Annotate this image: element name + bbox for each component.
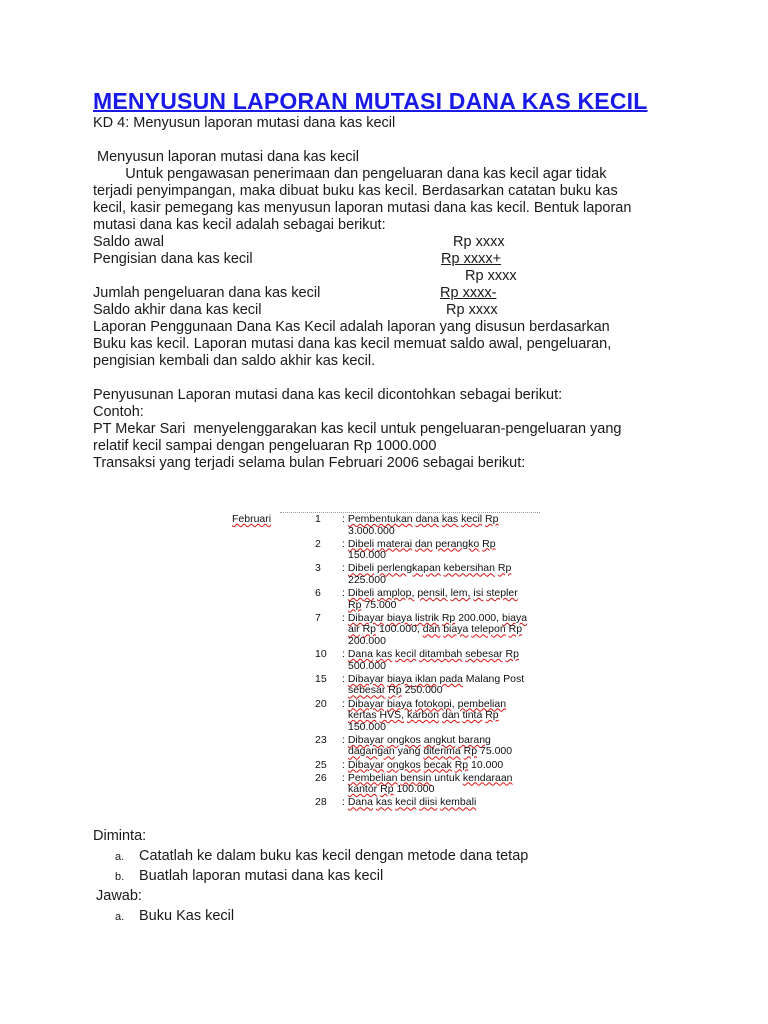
transaction-day: 10 <box>315 648 327 661</box>
transaction-text: sebesar Rp 250.000 <box>348 684 443 697</box>
transaction-day: 15 <box>315 672 327 685</box>
transaction-day: 23 <box>315 733 327 746</box>
list-text: Buku Kas kecil <box>139 908 235 924</box>
report-amount: Rp xxxx <box>465 268 517 284</box>
intro-paragraph <box>93 166 673 234</box>
report-row <box>93 251 673 268</box>
intro-line: kecil, kasir pemegang kas menyusun laporan mutasi dana kas kecil. Bentuk laporan <box>93 200 632 216</box>
example-line: Transaksi yang terjadi selama bulan Februari 2006 sebagai berikut: <box>93 455 526 471</box>
transaction-text: : Dibeli perlengkapan kebersihan Rp <box>342 562 512 575</box>
intro-line: mutasi dana kas kecil adalah sebagai berikut: <box>93 217 386 233</box>
report-label: Saldo awal <box>93 234 164 250</box>
report-amount: Rp xxxx- <box>440 285 497 301</box>
jawab-item <box>93 908 693 928</box>
list-marker: a. <box>115 911 125 923</box>
list-marker: a. <box>115 851 125 863</box>
report-label: Saldo akhir dana kas kecil <box>93 302 262 318</box>
intro-line: Untuk pengawasan penerimaan dan pengeluaran dana kas kecil agar tidak <box>93 166 607 182</box>
transaction-text: : Dibeli materai dan perangko Rp <box>342 537 496 550</box>
example-line: Penyusunan Laporan mutasi dana kas kecil dicontohkan sebagai berikut: <box>93 387 563 403</box>
report-label: Jumlah pengeluaran dana kas kecil <box>93 285 321 301</box>
explain-line: Laporan Penggunaan Dana Kas Kecil adalah laporan yang disusun berdasarkan <box>93 319 610 335</box>
report-amount: Rp xxxx <box>453 234 505 250</box>
transaction-day: 6 <box>315 587 321 600</box>
transaction-text: kantor Rp 100.000 <box>348 783 435 796</box>
example-paragraph <box>93 387 673 472</box>
report-row <box>93 234 673 251</box>
tasks-section <box>93 828 693 928</box>
transaction-day: 28 <box>315 796 327 809</box>
diminta-label: Diminta: <box>93 828 147 844</box>
explanation-paragraph <box>93 319 673 370</box>
transaction-text: : Pembelian bensin untuk kendaraan <box>342 771 513 784</box>
page-title[interactable]: MENYUSUN LAPORAN MUTASI DANA KAS KECIL <box>93 88 648 114</box>
transaction-day: 25 <box>315 758 327 771</box>
transaction-text: 200.000 <box>348 634 386 647</box>
transaction-text: : Dibayar biaya fotokopi, pembelian <box>342 697 507 710</box>
transaction-text: : Dibayar ongkos becak Rp 10.000 <box>342 758 504 771</box>
transaction-day: 2 <box>315 537 321 550</box>
transaction-day: 7 <box>315 611 321 624</box>
jawab-label: Jawab: <box>96 888 142 904</box>
scan-month: Februari <box>232 513 272 525</box>
kd-line: KD 4: Menyusun laporan mutasi dana kas kecil <box>93 115 396 131</box>
example-line: PT Mekar Sari menyelenggarakan kas kecil untuk pengeluaran-pengeluaran yang <box>93 421 622 437</box>
transaction-text: : Dana kas kecil ditambah sebesar Rp <box>342 648 519 661</box>
report-format <box>93 234 673 319</box>
report-row <box>93 268 673 285</box>
transaction-text: : Dibayar biaya listrik Rp 200.000, biaya <box>342 611 528 624</box>
transaction-text: : Dibeli amplop, pensil, lem, isi stepler <box>342 587 518 600</box>
transaction-text: : Dana kas kecil diisi kembali <box>342 796 477 809</box>
diminta-item <box>93 868 693 888</box>
transaction-day: 26 <box>315 771 327 784</box>
intro-line: terjadi penyimpangan, maka dibuat buku kas kecil. Berdasarkan catatan buku kas <box>93 183 618 199</box>
transaction-text: kertas HVS, karbon dan tinta Rp <box>348 709 499 722</box>
diminta-item <box>93 848 693 868</box>
transaction-text: : Dibayar biaya iklan pada Malang Post <box>342 672 525 685</box>
transaction-day: 1 <box>315 513 321 525</box>
transaction-text: 500.000 <box>348 659 386 672</box>
example-line: relatif kecil sampai dengan pengeluaran Rp 1000.000 <box>93 438 437 454</box>
explain-line: Buku kas kecil. Laporan mutasi dana kas kecil memuat saldo awal, pengeluaran, <box>93 336 612 352</box>
transaction-text: : Pembentukan dana kas kecil Rp <box>342 513 499 525</box>
transaction-text: 150.000 <box>348 549 386 562</box>
transaction-text: 225.000 <box>348 573 386 586</box>
list-text: Buatlah laporan mutasi dana kas kecil <box>139 868 384 884</box>
transaction-day: 3 <box>315 562 321 575</box>
report-row <box>93 285 673 302</box>
list-text: Catatlah ke dalam buku kas kecil dengan metode dana tetap <box>139 848 529 864</box>
transaction-text: 150.000 <box>348 720 386 733</box>
report-label: Pengisian dana kas kecil <box>93 251 253 267</box>
document-body <box>93 88 673 472</box>
transaction-text: dagangan yang diterima Rp 75.000 <box>348 745 513 758</box>
transaction-text: : Dibayar ongkos angkut barang <box>342 733 491 746</box>
explain-line: pengisian kembali dan saldo akhir kas kecil. <box>93 353 376 369</box>
transaction-day: 20 <box>315 697 327 710</box>
report-row <box>93 302 673 319</box>
transaction-text: Rp 75.000 <box>348 598 397 611</box>
transactions-image <box>230 512 542 809</box>
transaction-text: 3.000.000 <box>348 524 395 537</box>
subheading: Menyusun laporan mutasi dana kas kecil <box>97 149 359 165</box>
example-line: Contoh: <box>93 404 144 420</box>
list-marker: b. <box>115 871 125 883</box>
report-amount: Rp xxxx <box>446 302 498 318</box>
report-amount: Rp xxxx+ <box>441 251 502 267</box>
transaction-text: air Rp 100.000, dan biaya telepon Rp <box>348 623 523 636</box>
